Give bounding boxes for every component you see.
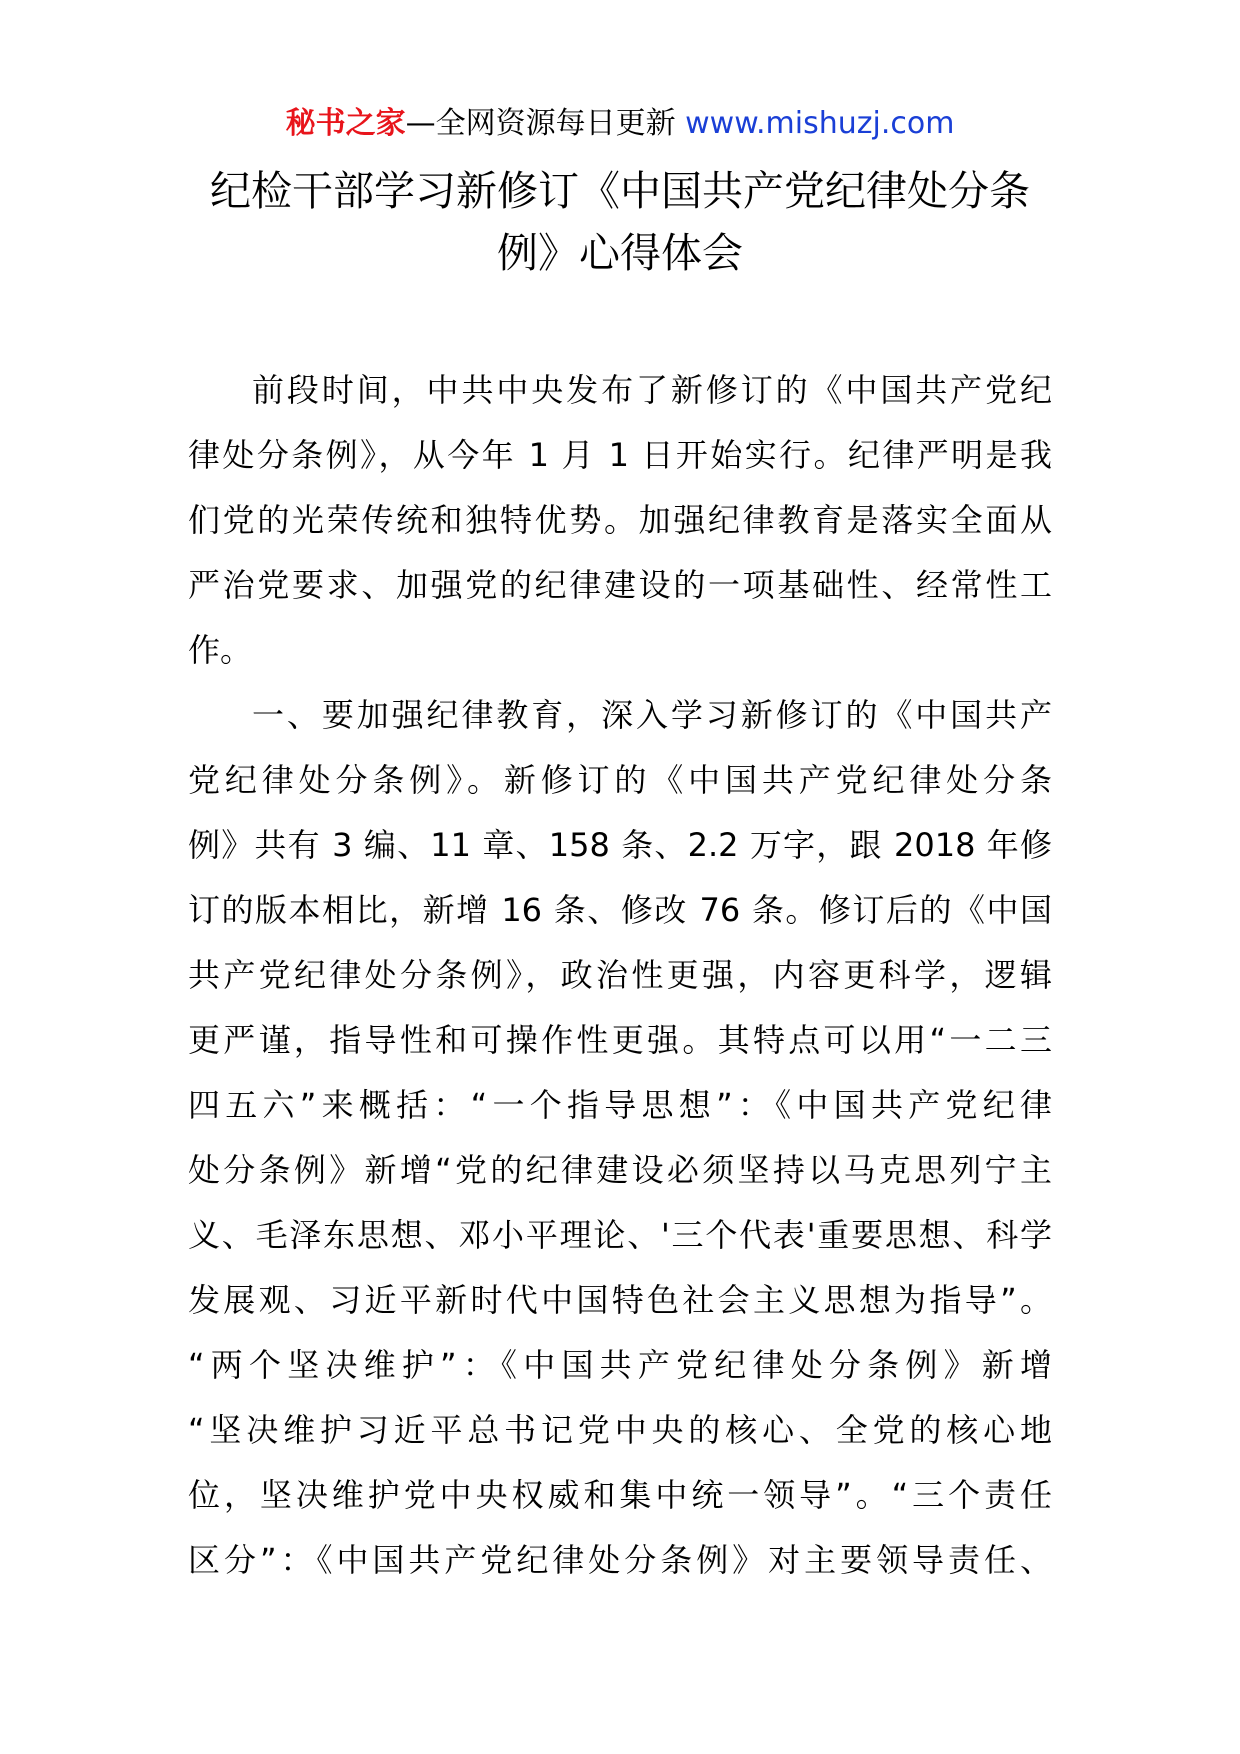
paragraph-2-line: 四五六”来概括：“一个指导思想”：《中国共产党纪律 [188,1086,1052,1124]
header-tagline: —全网资源每日更新 [405,106,686,141]
paragraph-1-line: 严治党要求、加强党的纪律建设的一项基础性、经常性工 [188,566,1052,604]
paragraph-2-line: 党纪律处分条例》。新修订的《中国共产党纪律处分条 [188,761,1052,799]
paragraph-2-line: 区分”：《中国共产党纪律处分条例》对主要领导责任、 [188,1541,1052,1579]
paragraph-2-line: “两个坚决维护”：《中国共产党纪律处分条例》新增 [188,1346,1052,1384]
paragraph-2-line: 订的版本相比，新增 16 条、修改 76 条。修订后的《中国 [188,891,1052,929]
paragraph-1-line: 律处分条例》，从今年 1 月 1 日开始实行。纪律严明是我 [188,436,1052,474]
paragraph-2-line: 义、毛泽东思想、邓小平理论、'三个代表'重要思想、科学 [188,1216,1052,1254]
paragraph-2-line: 位，坚决维护党中央权威和集中统一领导”。“三个责任 [188,1476,1052,1514]
page-header [0,102,1240,146]
paragraph-1-line: 前段时间，中共中央发布了新修订的《中国共产党纪 [252,371,1052,409]
header-site-link[interactable]: www.mishuzj.com [685,106,955,141]
title-line-1: 纪检干部学习新修订《中国共产党纪律处分条 [210,167,1030,215]
paragraph-2-line: 一、要加强纪律教育，深入学习新修订的《中国共产 [252,696,1052,734]
paragraph-2-line: 处分条例》新增“党的纪律建设必须坚持以马克思列宁主 [188,1151,1052,1189]
paragraph-1-line: 作。 [188,631,253,669]
paragraph-2-line: 例》共有 3 编、11 章、158 条、2.2 万字，跟 2018 年修 [188,826,1052,864]
document-title [180,160,1060,284]
title-line-2: 例》心得体会 [497,229,743,277]
paragraph-2-line: 更严谨，指导性和可操作性更强。其特点可以用“一二三 [188,1021,1052,1059]
paragraph-1-line: 们党的光荣传统和独特优势。加强纪律教育是落实全面从 [188,501,1052,539]
paragraph-2-line: “坚决维护习近平总书记党中央的核心、全党的核心地 [188,1411,1052,1449]
paragraph-2-line: 发展观、习近平新时代中国特色社会主义思想为指导”。 [188,1281,1052,1319]
header-brand: 秘书之家 [285,106,406,141]
paragraph-2-line: 共产党纪律处分条例》，政治性更强，内容更科学，逻辑 [188,956,1052,994]
document-body [188,358,1052,1593]
